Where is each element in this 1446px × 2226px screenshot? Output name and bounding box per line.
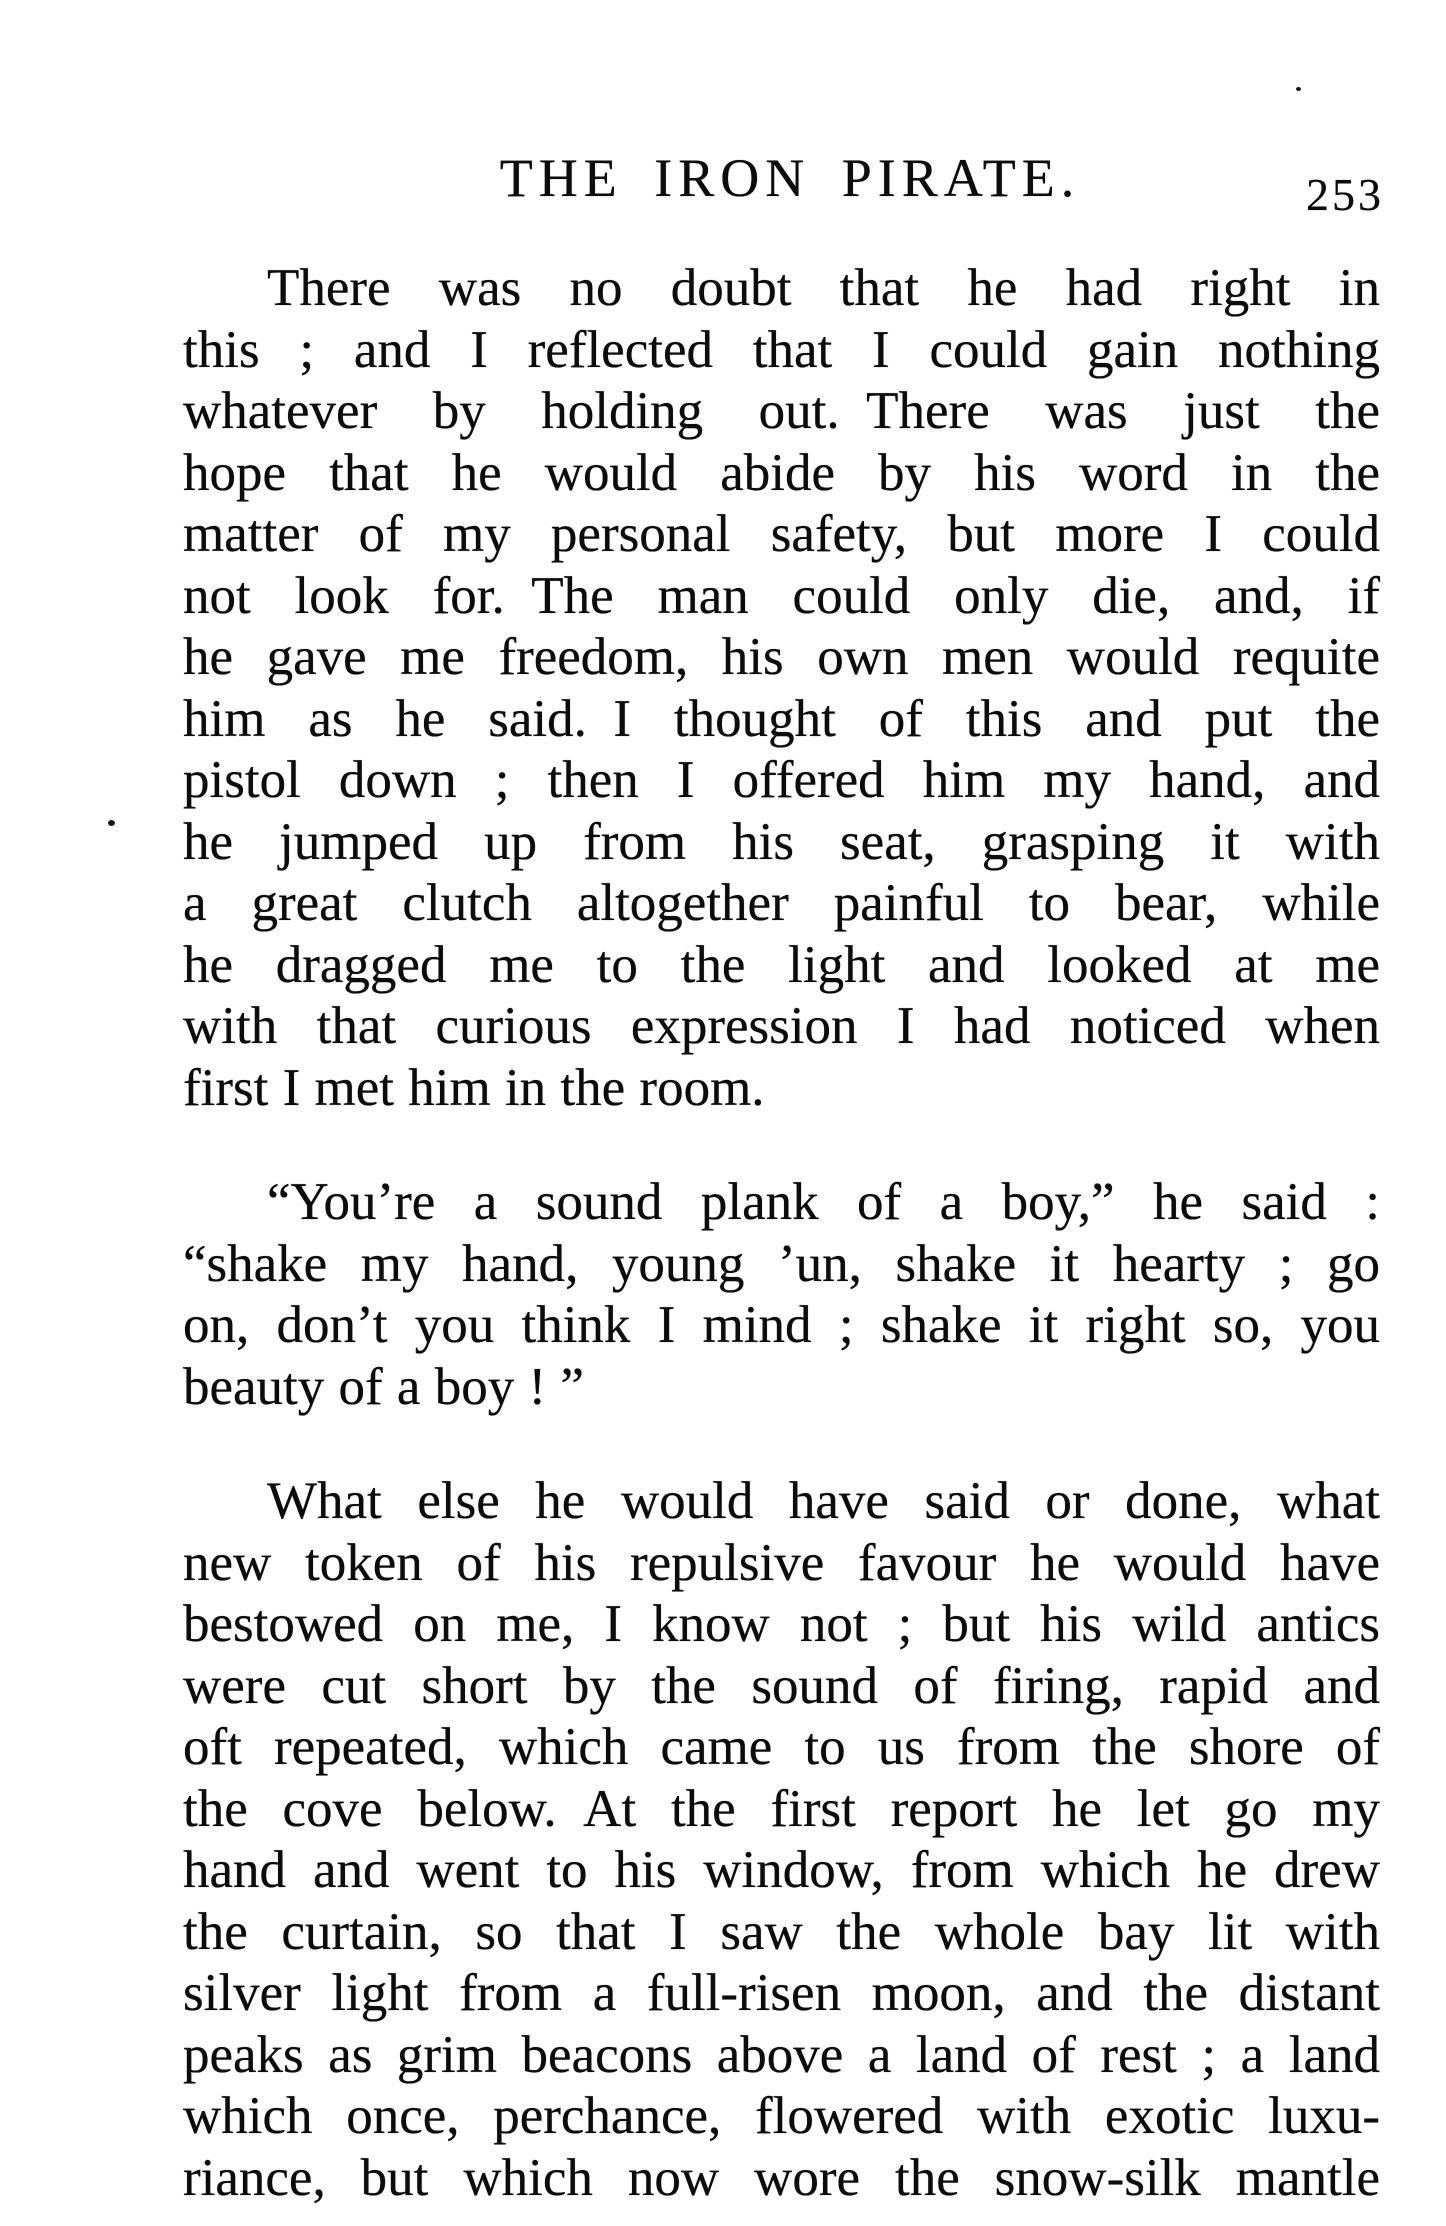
text-line: matter of my personal safety, but more I could [183, 505, 1380, 563]
text-line: bestowed on me, I know not ; but his wild antics [183, 1595, 1380, 1653]
text-line: pistol down ; then I offered him my hand, and [183, 751, 1380, 809]
text-line: riance, but which now wore the snow-silk mantle [183, 2148, 1380, 2207]
text-line: hand and went to his window, from which he drew [183, 1841, 1380, 1899]
text-line: a great clutch altogether painful to bear, while [183, 874, 1380, 932]
text-line: he dragged me to the light and looked at me [183, 935, 1380, 994]
text-line: not look for. The man could only die, and, if [183, 566, 1380, 625]
ink-speck [108, 820, 115, 826]
text-line: the cove below. At the first report he let go my [183, 1779, 1380, 1838]
text-line: first I met him in the room. [183, 1058, 765, 1117]
text-line: There was no doubt that he had right in [267, 259, 1380, 317]
text-line: which once, perchance, flowered with exotic luxu- [183, 2087, 1380, 2145]
text-line: peaks as grim beacons above a land of rest ; a land [183, 2025, 1380, 2084]
text-line: new token of his repulsive favour he would have [183, 1533, 1380, 1592]
body-text [183, 258, 1380, 2226]
text-line: hope that he would abide by his word in the [183, 443, 1380, 502]
ink-speck [1296, 87, 1301, 91]
running-title: THE IRON PIRATE. [499, 148, 1081, 208]
text-line: he jumped up from his seat, grasping it with [183, 812, 1380, 871]
text-line: on, don’t you think I mind ; shake it right so, you [183, 1296, 1380, 1354]
text-line: beauty of a boy ! ” [183, 1357, 584, 1416]
text-line: “shake my hand, young ’un, shake it hearty ; go [183, 1234, 1380, 1293]
text-line: silver light from a full-risen moon, and the distant [183, 1964, 1380, 2022]
page-number: 253 [1306, 169, 1384, 220]
text-line: whatever by holding out. There was just the [183, 382, 1380, 440]
text-line: him as he said. I thought of this and put the [183, 689, 1380, 748]
text-line: he gave me freedom, his own men would requite [183, 628, 1380, 686]
text-line: this ; and I reflected that I could gain nothing [183, 320, 1380, 379]
text-line: What else he would have said or done, what [267, 1472, 1380, 1530]
text-line: “You’re a sound plank of a boy,” he said : [267, 1173, 1380, 1231]
text-line: were cut short by the sound of firing, rapid and [183, 1656, 1380, 1715]
text-line: oft repeated, which came to us from the shore of [183, 1718, 1380, 1776]
text-line: the curtain, so that I saw the whole bay lit with [183, 1902, 1380, 1961]
text-line: with that curious expression I had noticed when [183, 997, 1380, 1055]
